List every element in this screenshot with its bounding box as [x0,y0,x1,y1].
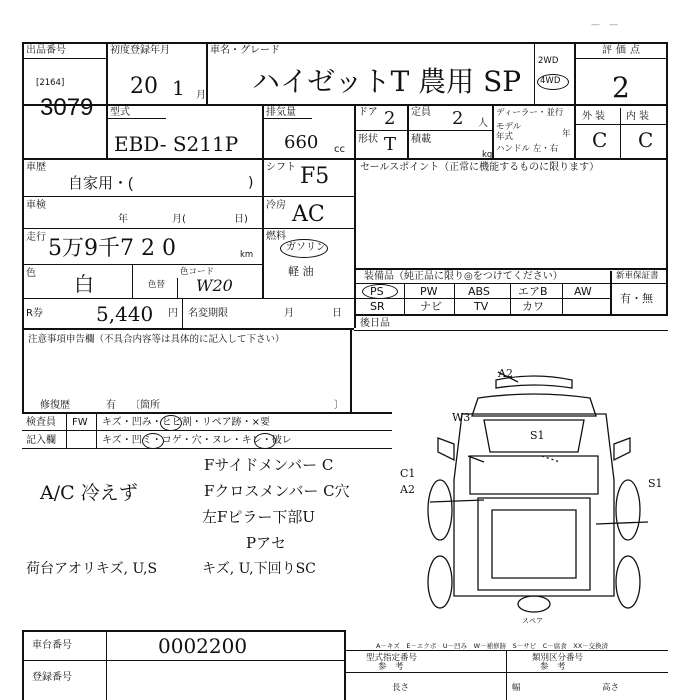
footer-right-split-2 [506,650,507,700]
retrofit-label: 後日品 [360,318,390,329]
ac-label: 冷房 [266,200,286,211]
recycle-split [182,298,183,328]
diagram-mark: S1 [648,477,663,490]
handwritten-note-4: Pアセ [246,534,286,552]
exterior-value: C [592,128,608,152]
first-reg-label: 初度登録年月 [110,45,170,56]
inspection-month: 月( [172,214,186,225]
frame-top-border [22,42,574,44]
vline-door [354,104,356,158]
sales-label: セールスポイント（正常に機能するものに限ります） [360,162,600,173]
model-label: 型式 [110,107,130,118]
capacity-value: 2 [452,108,464,129]
score-label: 評価点 [602,45,644,56]
equipment-row-line [354,298,610,299]
score-value: 2 [612,71,630,104]
diagram-mark: A2 [400,483,415,496]
inspector-split [66,413,67,449]
lot-code: [2164] [36,78,65,88]
capacity-unit: 人 [478,118,488,129]
door-label: ドア [358,107,378,118]
type-ref-label: 参 考 [378,662,404,672]
color-split-2 [177,278,178,298]
frame-label: 車台番号 [32,640,72,651]
recycle-label: R券 [26,308,43,319]
car-name: ハイゼットT 農用 SP [252,65,522,98]
row1-bottom-line [22,104,668,106]
handle-label: ハンドル 左・右 [496,144,559,154]
disp-label: 排気量 [266,107,296,118]
equipment-item: ナビ [420,300,442,313]
color-code-value: W20 [196,276,233,295]
equipment-col-2 [454,283,455,314]
shape-line [354,130,492,131]
name-change-day: 日 [332,308,342,319]
equipment-col-4 [562,283,563,314]
row-mileage-bottom [22,264,262,265]
footer-top-line [22,630,344,632]
inspector-row-2: キズ・凹ミ・コゲ・穴・ヌレ・キレ・破レ [102,435,292,446]
equipment-item: AW [574,285,592,298]
inspector-mark-circle-2 [142,433,164,449]
height-label: 高さ [602,683,620,693]
history-label: 車歴 [26,162,46,173]
footer-mid-line [22,660,344,661]
lot-label: 出品番号 [26,45,66,56]
history-value: 自家用・( [68,175,133,192]
equipment-item: SR [370,300,385,313]
inspector-mark-circle-1 [160,415,182,431]
vline-2wd [534,42,535,104]
footer-right-split [344,630,346,700]
inspector-mark-circle-3 [254,433,276,449]
warranty-label: 新車保証書 [616,271,659,281]
equipment-right-border [666,268,668,315]
handwritten-ac-note: A/C 冷えず [40,482,138,504]
row2-bottom-line [22,158,668,160]
disp-label-line [262,118,312,119]
vline-reg [206,42,208,104]
category-label: 類別区分番号 [532,653,584,663]
spare-label: スペア [522,617,543,625]
ac-value: AC [292,202,325,227]
warranty-value: 有・無 [620,292,653,305]
sales-right-border [666,158,668,268]
equipment-label-line [354,283,668,284]
car-diagram [400,360,668,618]
width-label: 幅 [512,683,521,693]
drive-2wd: 2WD [538,56,559,66]
name-change-label: 名変期限 [188,308,228,319]
color-no-label: 色替 [148,280,166,290]
handwritten-note-3: 左Fピラー下部U [202,508,316,526]
shape-label: 形状 [358,134,378,145]
model-label-line [106,118,166,119]
equipment-item: PS [370,285,384,298]
inspector-label-2: 記入欄 [26,435,56,446]
diagram-mark: C1 [400,467,416,480]
color-label: 色 [26,268,36,279]
color-value: 白 [74,272,94,296]
vline-score [574,42,576,158]
capacity-label: 定員 [411,107,431,118]
equipment-bottom-line [354,314,668,316]
vline-disp [262,104,264,158]
handwritten-note-2: Fクロスメンバー C穴 [204,482,350,500]
equipment-right-split [610,271,612,315]
load-unit: kg [482,150,493,160]
history-close: ) [248,175,254,191]
repair-part: 〔箇所 [130,400,160,411]
equipment-label: 装備品（純正品に限り◎をつけてください） [364,271,563,282]
load-label: 積載 [411,134,431,145]
fuel-gas: ガソリン [286,242,326,253]
disp-value: 660 [284,132,319,153]
mileage-value: 5万9千7 2 0 [48,236,176,261]
diagram-mark: A2 [498,367,513,380]
vline-lot [106,42,108,158]
row-color-bottom [22,298,354,299]
model-year-label: モデル [496,122,522,132]
frame-value: 0002200 [158,634,248,658]
inspector-fw-split [96,413,97,449]
color-split-1 [132,264,133,298]
ext-int-split [620,108,621,158]
row-inspection-bottom [22,228,354,229]
inspection-year: 年 [118,214,128,225]
row-history-bottom [22,196,354,197]
score-top-border [574,42,668,44]
drive-4wd: 4WD [540,76,561,86]
dealer-label: ディーラー・並行 [496,108,564,118]
model-year-label-2: 年式 [496,132,514,142]
interior-value: C [638,128,654,152]
equipment-item: PW [420,285,438,298]
model-value: EBD- S211P [114,132,239,156]
equipment-item: カワ [522,300,544,313]
equipment-col-3 [510,283,511,314]
inspector-bottom-line [22,448,392,449]
fuel-label: 燃料 [266,231,286,242]
frame-bottom-divider [22,412,392,414]
repair-close: 〕 [334,400,344,411]
footer-left-border [22,630,24,700]
repair-value: 有 [106,400,116,411]
ext-label-line [576,124,666,125]
retrofit-bottom-line [354,330,668,331]
vline-cap [407,104,409,158]
type-designation-label: 型式指定番号 [366,653,418,663]
score-right-border [666,42,668,158]
handwritten-note-1: Fサイドメンバー C [204,456,334,474]
notes-right-border [350,328,352,414]
sales-bottom-border [354,268,668,270]
first-reg-year: 20 [130,74,158,99]
shift-label: シフト [266,162,296,173]
category-ref-label: 参 考 [540,662,566,672]
diagram-mark: W3 [452,411,471,424]
disp-unit: cc [334,144,345,155]
fuel-diesel: 軽 油 [288,265,314,278]
auction-sheet [22,20,668,700]
year-unit: 年 [562,129,571,139]
row-recycle-bottom [22,328,354,330]
inspection-day: 日) [234,214,248,225]
shape-value: T [384,134,397,155]
notes-label: 注意事項申告欄（不具合内容等は具体的に記入して下さい） [28,334,285,345]
reg-label: 登録番号 [32,672,72,683]
lot-label-line [22,58,106,59]
inspector-row-1: キズ・凹み・ヒビ割・リペア跡・×要 [102,417,270,428]
recycle-value: 5,440 [96,302,154,326]
repair-label: 修復歴 [40,400,70,411]
footer-label-split [106,630,107,700]
equipment-item: エアB [518,285,548,298]
inspection-label: 車検 [26,200,46,211]
mileage-label: 走行 [26,232,46,243]
interior-label: 内装 [626,111,652,122]
inspector-label-1: 検査員 [26,417,56,428]
lot-number: 3079 [40,94,94,121]
name-change-month: 月 [284,308,294,319]
shift-value: F5 [300,164,330,189]
inspector-mid-line [22,430,392,431]
handwritten-note-6: キズ, U,下回りSC [202,561,316,577]
score-label-line [576,58,666,59]
exterior-label: 外装 [582,111,608,122]
first-reg-month-unit: 月 [196,90,206,101]
color-code-label: 色コード [180,267,215,277]
corner-marks: — — [582,20,619,30]
car-name-label: 車名・グレード [210,45,280,56]
recycle-yen: 円 [168,308,178,319]
equipment-col-1 [404,283,405,314]
handwritten-note-5: 荷台アオリキズ, U,S [26,561,158,577]
diagram-mark: S1 [530,429,545,442]
first-reg-month: 1 [172,76,185,100]
door-value: 2 [384,108,396,129]
inspector-fw: FW [72,417,88,428]
right-block-split [354,158,356,328]
mileage-unit: km [240,250,254,260]
equipment-item: ABS [468,285,490,298]
equipment-item: TV [474,300,489,313]
diagram-legend: A－キズ E－エクボ U－凹み W－補修跡 S－サビ C－腐食 XX－交換済 [376,642,609,650]
length-label: 長さ [392,683,410,693]
